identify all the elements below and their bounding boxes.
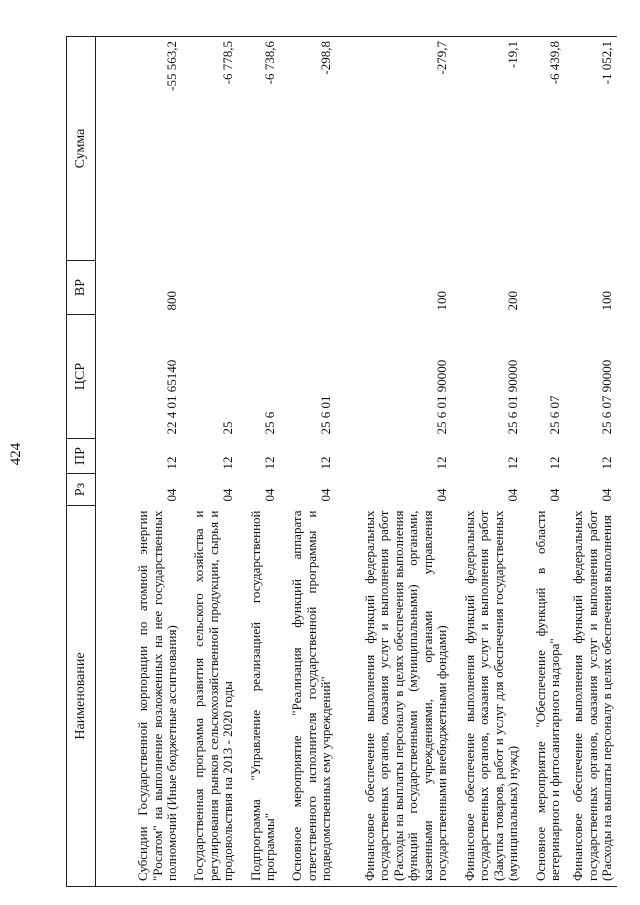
header-sum: Сумма — [67, 37, 96, 261]
row-vr — [280, 261, 336, 315]
row-csr: 25 6 01 90000 — [505, 359, 521, 435]
row-vr: 100 — [434, 291, 450, 311]
table-row — [565, 37, 617, 887]
row-rz: 04 — [220, 488, 236, 502]
row-rz: 04 — [318, 488, 334, 502]
row-pr: 12 — [599, 456, 615, 470]
row-rz: 04 — [262, 488, 278, 502]
page-number: 424 — [8, 442, 24, 466]
table-row — [238, 37, 280, 887]
table-row — [182, 37, 238, 887]
row-rz: 04 — [164, 488, 180, 502]
header-vr: ВР — [67, 261, 96, 315]
table-row — [96, 37, 183, 887]
table-row — [336, 37, 452, 887]
row-vr: 200 — [505, 291, 521, 311]
row-csr: 25 6 01 — [318, 395, 334, 435]
row-pr: 12 — [547, 456, 563, 470]
row-vr — [182, 261, 238, 315]
row-name: Основное мероприятие "Реализация функций аппарата ответственного исполнителя государственной программы и подведомственных ему учреждений" — [280, 506, 336, 887]
row-sum: -55 563,2 — [96, 37, 183, 261]
row-pr: 12 — [318, 456, 334, 470]
header-pr: ПР — [67, 439, 96, 474]
row-pr: 12 — [434, 456, 450, 470]
row-sum: -279,7 — [336, 37, 452, 261]
row-sum: -6 738,6 — [238, 37, 280, 261]
header-csr: ЦСР — [67, 315, 96, 439]
row-vr: 800 — [164, 291, 180, 311]
table-row — [452, 37, 523, 887]
row-sum: -6 778,5 — [182, 37, 238, 261]
row-pr: 12 — [505, 456, 521, 470]
row-name: Финансовое обеспечение выполнения функций федеральных государственных органов, оказания услуг и выполнения работ (Расходы на выплаты персоналу в целях обеспечения выполнения функций государственными (муниципальными) органами, казенными учреждениями, органами управления государственными внебюджетными фондами) — [336, 506, 452, 887]
row-name: Финансовое обеспечение выполнения функций федеральных государственных органов, оказания услуг и выполнения работ (Расходы на выплаты персоналу в целях обеспечения выполнения — [565, 506, 617, 887]
row-sum: -1 052,1 — [565, 37, 617, 261]
row-name: Субсидии Государственной корпорации по атомной энергии "Росатом" на выполнение возложенных на нее государственных полномочий (Иные бюджетные ассигнования) — [96, 506, 183, 887]
row-rz: 04 — [505, 488, 521, 502]
row-pr: 12 — [164, 456, 180, 470]
row-csr: 25 6 07 90000 — [599, 359, 615, 435]
row-csr: 25 6 07 — [547, 395, 563, 435]
row-sum: -19,1 — [452, 37, 523, 261]
header-rz: Рз — [67, 474, 96, 506]
row-vr: 100 — [599, 291, 615, 311]
row-vr — [238, 261, 280, 315]
row-name: Подпрограмма "Управление реализацией государственной программы" — [238, 506, 280, 887]
row-rz: 04 — [434, 488, 450, 502]
row-csr: 25 — [220, 421, 236, 435]
row-name: Основное мероприятие "Обеспечение функций в области ветеринарного и фитосанитарного надзора" — [523, 506, 565, 887]
row-name: Финансовое обеспечение выполнения функций федеральных государственных органов, оказания услуг и выполнения работ (Закупка товаров, работ и услуг для обеспечения государственных (муниципальных) нужд) — [452, 506, 523, 887]
row-sum: -298,8 — [280, 37, 336, 261]
row-pr: 12 — [262, 456, 278, 470]
budget-table — [66, 36, 617, 887]
row-rz: 04 — [599, 488, 615, 502]
row-pr: 12 — [220, 456, 236, 470]
row-csr: 25 6 — [262, 411, 278, 435]
row-sum: -6 439,8 — [523, 37, 565, 261]
table-header-row — [67, 37, 96, 887]
table-row — [523, 37, 565, 887]
row-csr: 22 4 01 65140 — [164, 359, 180, 435]
table-row — [280, 37, 336, 887]
rotated-page — [66, 37, 640, 887]
row-name: Государственная программа развития сельского хозяйства и регулирования рынков сельскохозяйственной продукции, сырья и продовольствия на 2013 - 2020 годы — [182, 506, 238, 887]
row-csr: 25 6 01 90000 — [434, 359, 450, 435]
row-rz: 04 — [547, 488, 563, 502]
header-name: Наименование — [67, 506, 96, 887]
row-vr — [523, 261, 565, 315]
